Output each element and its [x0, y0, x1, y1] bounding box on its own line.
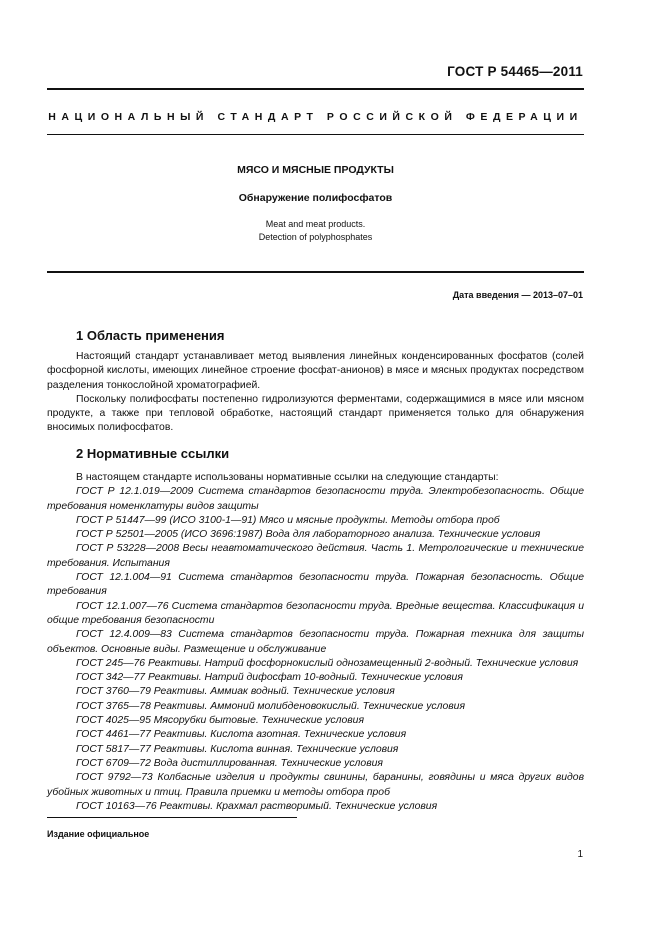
reference-item: ГОСТ 12.1.007—76 Система стандартов безопасности труда. Вредные вещества. Классификация и общие требования безопасности — [47, 600, 584, 626]
section-2-heading: 2 Нормативные ссылки — [76, 446, 230, 461]
section-2-body — [47, 471, 584, 814]
reference-item: ГОСТ 4461—77 Реактивы. Кислота азотная. Технические условия — [76, 729, 407, 741]
page-number: 1 — [577, 849, 583, 860]
reference-item: ГОСТ 5817—77 Реактивы. Кислота винная. Технические условия — [76, 743, 399, 755]
reference-item: ГОСТ 6709—72 Вода дистиллированная. Технические условия — [76, 757, 383, 769]
reference-item: ГОСТ 12.4.009—83 Система стандартов безопасности труда. Пожарная техника для защиты объектов. Основные виды. Размещение и обслуживание — [47, 629, 584, 655]
reference-item: ГОСТ Р 53228—2008 Весы неавтоматического действия. Часть 1. Метрологические и технические требования. Испытания — [47, 543, 584, 569]
section-1-paragraph: Поскольку полифосфаты постепенно гидролизуются ферментами, содержащимися в мясе или мясном продукте, а также при тепловой обработке, настоящий стандарт применяется только для обнаружения вносимых полифосфатов. — [47, 393, 584, 434]
section-1-paragraph: Настоящий стандарт устанавливает метод выявления линейных конденсированных фосфатов (солей фосфорной кислоты, имеющих линейное строение фосфат-анионов) в мясе и мясных продуктах посредством разделения тонкослойной хроматографией. — [47, 351, 584, 391]
section-2-intro: В настоящем стандарте использованы нормативные ссылки на следующие стандарты: — [76, 472, 499, 483]
document-title: МЯСО И МЯСНЫЕ ПРОДУКТЫ — [237, 164, 394, 176]
english-title: Meat and meat products. — [265, 219, 366, 229]
footer-rule — [47, 817, 297, 818]
english-subtitle: Detection of polyphosphates — [258, 232, 373, 242]
official-edition-note: Издание официальное — [47, 829, 150, 839]
document-subtitle: Обнаружение полифосфатов — [238, 192, 393, 204]
reference-item: ГОСТ Р 52501—2005 (ИСО 3696:1987) Вода для лабораторного анализа. Технические условия — [76, 529, 541, 541]
banner-rule — [47, 134, 584, 135]
reference-item: ГОСТ 4025—95 Мясорубки бытовые. Технические условия — [76, 715, 364, 727]
section-1-heading: 1 Область применения — [76, 328, 225, 343]
reference-item: ГОСТ 10163—76 Реактивы. Крахмал растворимый. Технические условия — [76, 800, 438, 812]
introduction-date: Дата введения — 2013–07–01 — [452, 290, 583, 300]
reference-item: ГОСТ 3765—78 Реактивы. Аммоний молибденовокислый. Технические условия — [76, 700, 465, 712]
reference-item: ГОСТ 12.1.004—91 Система стандартов безопасности труда. Пожарная безопасность. Общие требования — [47, 572, 584, 598]
section-1-body — [47, 350, 584, 436]
national-standard-banner: НАЦИОНАЛЬНЫЙ СТАНДАРТ РОССИЙСКОЙ ФЕДЕРАЦИИ — [48, 111, 583, 123]
reference-item: ГОСТ 245—76 Реактивы. Натрий фосфорнокислый однозамещенный 2-водный. Технические условия — [76, 657, 579, 669]
reference-item: ГОСТ Р 12.1.019—2009 Система стандартов безопасности труда. Электробезопасность. Общие требования номенклатуры видов защиты — [47, 486, 584, 512]
title-rule — [47, 271, 584, 273]
reference-item: ГОСТ Р 51447—99 (ИСО 3100-1—91) Мясо и мясные продукты. Методы отбора проб — [76, 514, 500, 526]
reference-item: ГОСТ 3760—79 Реактивы. Аммиак водный. Технические условия — [76, 686, 395, 698]
header-rule — [47, 88, 584, 90]
document-id: ГОСТ Р 54465—2011 — [447, 64, 583, 79]
reference-item: ГОСТ 9792—73 Колбасные изделия и продукты свинины, баранины, говядины и мяса других видов убойных животных и птиц. Правила приемки и методы отбора проб — [47, 772, 584, 798]
reference-item: ГОСТ 342—77 Реактивы. Натрий дифосфат 10-водный. Технические условия — [76, 672, 463, 684]
